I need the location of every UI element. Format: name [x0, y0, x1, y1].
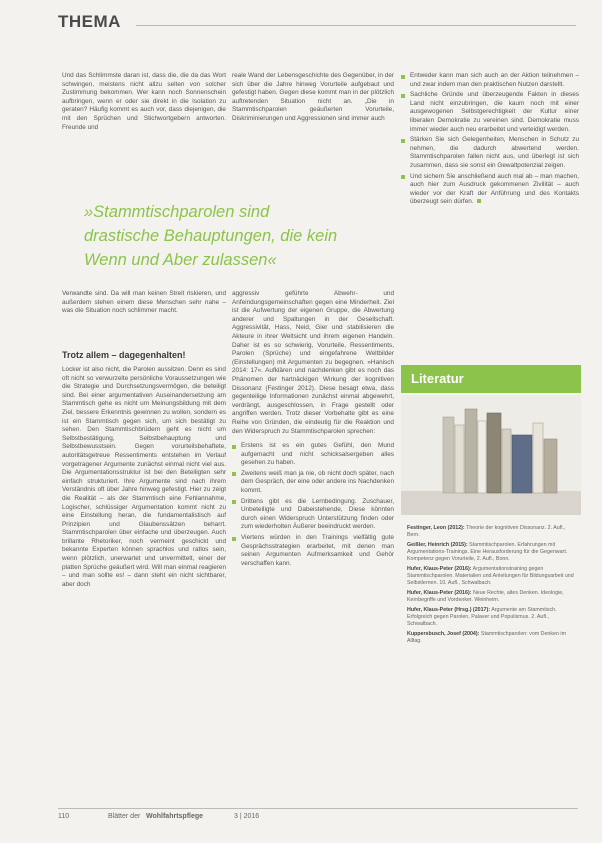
literature-title-bar	[401, 365, 581, 393]
reference-entry: Hufer, Klaus-Peter (Hrsg.) (2017): Argumente am Stammtisch. Erfolgreich gegen Parolen, Palaver und Populismus. 2. Aufl., Schwalbach.	[407, 607, 557, 628]
footer-rule	[58, 808, 578, 809]
literature-title: Literatur	[411, 371, 464, 386]
column-1-body: Locker ist also nicht, die Parolen aussitzen. Denn es sind oft nicht so verwurzelte persönliche Voraussetzungen wie die Strategie und Durchsetzungsvermögen, die beteiligt sind. Bei einer argumentativen Auseinandersetzung am Stammtisch gehe es nicht um Meinungsbildung mit dem Ziel, bessere Erkenntnis gewinnen zu wollen, sondern es ist ein Stammtisch gegen sich, um sich bestätigt zu sehen. Den Stammtischbrüdern geht es nicht um Selbstbestätigung, Selbstbehauptung und Selbstbewusstsein. Gegen vorurteilsbehaftete, autoritätsgetreue Ressentiments entstehen im Verlauf vorgetragener Argumente zunächst einmal nicht viel aus. Die Argumentationsstruktur ist bei den Beteiligten sehr einfach strukturiert. Ihre Argumente sind nach ihrem Verständnis oft über Jahre hinweg gefestigt. Hier zu zeigt die Realität – als der Stammtisch eine Fehlannahme, Logischer, schlüssiger Argumentation kommt nicht zu eine Einstellung heran, die fundamentalistisch auf Prinzipien und Glaubenssätzen beharrt. Stammtischparolen über einfache und überzeugen. Auch brillante Rhetoriker, noch vermeint geschickt und bekannte Experten können sprachlos und ratlos sein, wenn plötzlich, unerwartet und unvermittelt, einer der platten Sprüche geäußert wird. Will man einmal reagieren – und man sollte es! – dann steht ein nicht sichtbarer, aber doch	[62, 366, 226, 588]
section-header	[58, 12, 578, 34]
literature-box	[401, 365, 581, 830]
bullet-square	[401, 175, 405, 179]
reference-entry: Hufer, Klaus-Peter (2016): Argumentationstraining gegen Stammtischparolen. Materialien und Anleitungen für Bildungsarbeit und Selbstlernen. 10. Aufl., Schwalbach.	[407, 566, 574, 587]
bullet-square	[401, 139, 405, 143]
reasons-list	[232, 442, 394, 568]
article-end-mark	[477, 199, 481, 203]
list-item: Stärken Sie sich Gelegenheiten, Menschen in Schutz zu nehmen, die dadurch abwertend werden. Stammtischparolen fallen nicht aus, und überlegt ist sich zusammen, dass sie sonst ein Gewaltpotenzial zeigen.	[401, 136, 579, 170]
header-rule	[136, 25, 576, 26]
section-label: THEMA	[58, 12, 121, 31]
bullet-square	[232, 500, 236, 504]
page-footer	[58, 813, 578, 827]
column-2-body	[232, 290, 394, 570]
column-1-top: Und das Schlimmste daran ist, dass die, die da das Wort schwingen, meistens nicht allzu selten von solcher Zustimmung bekommen. Wer kann noch Sonnenschein aufbringen, wenn er oder sie direkt in die Isolation zu geraten? Häufig kommt es auch vor, dass diejenigen, die mit den Sprüchen und Stichwortgebern antworten. Freunde und	[62, 72, 226, 131]
reference-entry: Kuppersbusch, Josef (2004): Stammtischparolen: vom Denken im Alltag.	[407, 631, 566, 645]
journal-name: Wohlfahrtspflege	[146, 813, 204, 820]
reference-entry: Geißler, Heinrich (2015): Stammtischparolen. Erfahrungen mit Argumentations-Trainings. Eine Herausforderung für die Gegenwart. Kompetenz gegen Vorurteile, 2. Aufl., Bonn.	[407, 541, 568, 563]
pull-quote: »Stammtischparolen sind drastische Behauptungen, die kein Wenn und Aber zulassen«	[84, 203, 338, 269]
column-3-bullet-list	[401, 72, 579, 209]
list-item: Zweitens weiß man ja nie, ob nicht doch später, nach dem Gespräch, der eine oder andere ins Nachdenken kommt.	[232, 470, 394, 496]
page-number: 110	[58, 813, 70, 820]
column-2-top: reale Wand der Lebensgeschichte des Gegenüber, in der sich über die Jahre hinweg Vorurteile aufgebaut und gefestigt haben. Gegen diese kommt man in der plötzlich auftretenden Situation nicht an. „Die in Stammtischparolen geäußerten Vorurteile, Diskriminierungen und Aggressionen sind immer auch	[232, 72, 394, 122]
journal-name-prefix: Blätter der	[108, 813, 141, 820]
bullet-square	[232, 445, 236, 449]
reference-entry: Festinger, Leon (2012): Theorie der kognitiven Dissonanz. 2. Aufl., Bern.	[407, 525, 566, 539]
list-item: Drittens gibt es die Lernbedingung. Zuschauer, Unbeteiligte und Dabeistehende, Diese könnten durch einen Widerspruch Unterstützung finden oder zum wiederholten Äußerer beeindruckt werden.	[232, 498, 394, 532]
list-item: Entweder kann man sich auch an der Aktion teilnehmen – und zwar indem man den praktischen Nutzen darstellt.	[401, 72, 579, 89]
reference-entry: Hufer, Klaus-Peter (2016): Neue Rechte, altes Denken. Ideologie, Kernbegriffe und Vordenker. Weinheim.	[407, 590, 564, 604]
bullet-square	[232, 537, 236, 541]
list-item: Und sichern Sie anschließend auch mal ab – man machen, auch hier zum Ausdruck gekommenen Zivilität – auch wieder vor der Kraft der Anführung und des Kontakts überzeugt sein dürfen.	[401, 173, 579, 207]
issue-number: 3 | 2016	[234, 813, 260, 820]
bullet-square	[232, 472, 236, 476]
list-item: Erstens ist es ein gutes Gefühl, den Mund aufgemacht und nicht schicksalsergeben alles gesehen zu haben.	[232, 442, 394, 468]
books-photo	[401, 395, 581, 515]
list-item: Viertens würden in den Trainings vielfältig gute Gesprächsstrategien erarbeitet, mit denen man seinen Argumenten Aufmerksamkeit und Gehör verschaffen kann.	[232, 534, 394, 568]
bullet-square	[401, 94, 405, 98]
column-1-mid: Verwandte sind. Da will man keinen Streit riskieren, und außerdem stehen einem diese Menschen sehr nahe – was die Situation noch schlimmer macht.	[62, 290, 226, 315]
subheading: Trotz allem – dagegenhalten!	[62, 350, 186, 360]
bullet-square	[401, 75, 405, 79]
literature-references	[407, 525, 575, 648]
list-item: Sachliche Gründe und überzeugende Fakten in dieses Land nicht einzubringen, die kaum noch mit einer ausgewogenen Selbstgerechtigkeit der Kultur einer liberalen Demokratie zu vereinen sind. Demokratie muss immer wieder auch neu erarbeitet und verteidigt werden.	[401, 91, 579, 134]
column-2-paragraph: aggressiv geführte Abwehr- und Anfeindungsgemeinschaften gegen eine Minderheit. Ziel ist die Aufwertung der eigenen Gruppe, die Abwertung anderer und Spaltungen in der Gesellschaft. Aggressivität, Hass, Neid, Gier und stabilisieren die Akteure in ihrer Weltsicht und ihrem eigenen Handeln. Daher ist es so schwierig, Vorurteile, Ressentiments, Parolen (Sprüche) und eingefahrene Weltbilder (Einstellungen) mit Argumenten zu begegnen. »Hanisch 2014: 17«. Aufklären und nachdenken gibt es noch das Phänomen der hartnäckigen Wirkung der kognitiven Dissonanz (Festinger 2012). Diese besagt etwa, dass gegenteilige Informationen zunächst einmal abgewehrt, verdrängt, ausgeschlossen, in Frage gestellt oder angriffen werden. Trotz dieser Vorbehalte gibt es eine Reihe von Gründen, die eindeutig für die Reaktion und den Widerspruch zu Stammtischparolen sprechen:	[232, 290, 394, 435]
